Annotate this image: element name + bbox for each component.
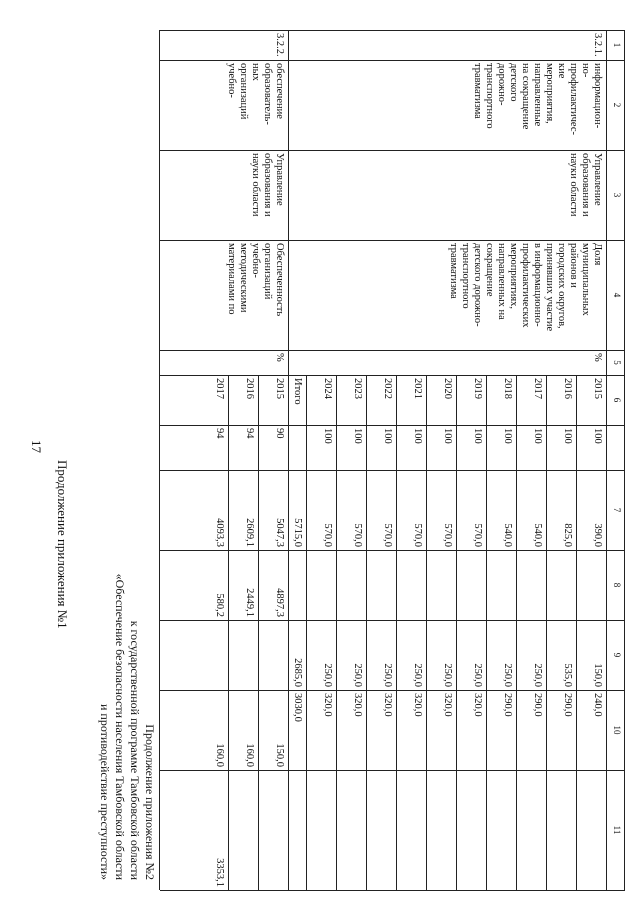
- table-vline: [160, 240, 625, 241]
- table-hline: [486, 375, 487, 890]
- column-number: 9: [612, 652, 622, 658]
- target-cell: 100: [382, 428, 393, 444]
- value-cell: 250,0: [322, 663, 333, 687]
- table-vline: [160, 375, 625, 376]
- value-cell: 570,0: [382, 523, 393, 547]
- column-number: 7: [612, 507, 622, 513]
- executor: Управление образования и науки области: [568, 153, 603, 217]
- table-hline: [228, 375, 229, 890]
- value-cell: 320,0: [472, 693, 483, 717]
- column-number: 1: [612, 42, 622, 48]
- year-cell: 2023: [352, 378, 363, 399]
- total-value: 3030,0: [292, 693, 303, 722]
- appendix-1-continuation: Продолжение приложения №1: [55, 460, 70, 629]
- measure-name: обеспечение образователь- ных организаций учебно-: [226, 63, 285, 125]
- value-cell: 825,0: [562, 523, 573, 547]
- value-cell: 250,0: [352, 663, 363, 687]
- value-cell: 320,0: [352, 693, 363, 717]
- table-hline: [576, 375, 577, 890]
- target-cell: 100: [442, 428, 453, 444]
- value-cell: 2449,1: [244, 588, 255, 617]
- value-cell: 320,0: [322, 693, 333, 717]
- table-hline: [288, 30, 289, 890]
- value-cell: 290,0: [562, 693, 573, 717]
- table-hline: [606, 375, 607, 890]
- value-cell: 320,0: [442, 693, 453, 717]
- indicator: Доля муниципальных районов и городских округов, принявших участие в информационно- профилактических мероприятиях, направленных на сокращение детского дорожно- транспортного травматизма: [448, 243, 603, 332]
- column-number: 2: [612, 102, 622, 108]
- table-hline: [159, 30, 160, 890]
- value-cell: 290,0: [502, 693, 513, 717]
- table-hline: [366, 375, 367, 890]
- value-cell: 570,0: [352, 523, 363, 547]
- column-number: 3: [612, 192, 622, 198]
- target-cell: 94: [214, 428, 225, 439]
- year-cell: 2022: [382, 378, 393, 399]
- value-cell: 580,2: [214, 593, 225, 617]
- year-cell: 2016: [244, 378, 255, 399]
- target-cell: 100: [502, 428, 513, 444]
- column-number: 8: [612, 582, 622, 588]
- value-cell: 250,0: [412, 663, 423, 687]
- table-vline: [160, 60, 625, 61]
- value-cell: 570,0: [442, 523, 453, 547]
- year-cell: 2015: [274, 378, 285, 399]
- table-hline: [426, 375, 427, 890]
- table-hline: [336, 375, 337, 890]
- value-cell: 5047,3: [274, 518, 285, 547]
- program-table: [160, 30, 625, 890]
- table-hline: [396, 375, 397, 890]
- value-cell: 535,0: [562, 663, 573, 687]
- value-cell: 240,0: [592, 693, 603, 717]
- value-cell: 250,0: [382, 663, 393, 687]
- target-cell: 90: [274, 428, 285, 439]
- value-cell: 2609,1: [244, 518, 255, 547]
- row-number: 3.2.2.: [274, 33, 285, 57]
- value-cell: 570,0: [412, 523, 423, 547]
- table-hline: [306, 375, 307, 890]
- value-cell: 390,0: [592, 523, 603, 547]
- appendix-2-line: «Обеспечение безопасности населения Тамбовской области: [113, 573, 127, 880]
- unit: %: [592, 353, 603, 362]
- column-number: 6: [612, 397, 622, 403]
- value-cell: 250,0: [442, 663, 453, 687]
- value-cell: 250,0: [502, 663, 513, 687]
- table-vline: [160, 770, 625, 771]
- executor: Управление образования и науки области: [250, 153, 285, 217]
- year-cell: 2016: [562, 378, 573, 399]
- year-cell: 2019: [472, 378, 483, 399]
- page-number: 17: [29, 440, 44, 453]
- appendix-2-line: к государственной программе Тамбовской области: [128, 620, 142, 880]
- target-cell: 100: [472, 428, 483, 444]
- value-cell: 570,0: [322, 523, 333, 547]
- value-cell: 320,0: [412, 693, 423, 717]
- year-cell: 2015: [592, 378, 603, 399]
- target-cell: 100: [412, 428, 423, 444]
- year-cell: 2018: [502, 378, 513, 399]
- unit: %: [274, 353, 285, 362]
- total-value: 2685,0: [292, 658, 303, 687]
- appendix-2-continuation: [97, 380, 157, 880]
- value-cell: 250,0: [472, 663, 483, 687]
- measure-name: информацион- но- профилактичес- кие мероприятия, направленные на сокращение детского дорожно- транспортного травматизма: [472, 63, 603, 135]
- value-cell: 4093,3: [214, 518, 225, 547]
- value-cell: 290,0: [532, 693, 543, 717]
- value-cell: 160,0: [244, 743, 255, 767]
- table-vline: [160, 690, 625, 691]
- appendix-2-line: и противодействие преступности»: [98, 703, 112, 880]
- table-vline: [160, 30, 625, 31]
- table-hline: [624, 30, 625, 890]
- target-cell: 100: [322, 428, 333, 444]
- indicator: Обеспеченность организаций учебно- методическими материалами по: [226, 243, 285, 317]
- table-vline: [160, 150, 625, 151]
- table-vline: [160, 425, 625, 426]
- value-cell: 540,0: [502, 523, 513, 547]
- year-cell: 2021: [412, 378, 423, 399]
- value-cell: 250,0: [532, 663, 543, 687]
- total-value: 5715,0: [292, 518, 303, 547]
- year-cell: 2017: [532, 378, 543, 399]
- year-cell: 2024: [322, 378, 333, 399]
- column-number: 11: [612, 825, 622, 835]
- value-cell: 150,0: [592, 663, 603, 687]
- table-vline: [160, 350, 625, 351]
- column-number: 10: [612, 725, 622, 735]
- value-cell: 4897,3: [274, 588, 285, 617]
- table-hline: [456, 375, 457, 890]
- appendix-2-line: Продолжение приложения №2: [143, 724, 157, 880]
- table-hline: [546, 375, 547, 890]
- target-cell: 100: [352, 428, 363, 444]
- value-cell: 3353,1: [214, 858, 225, 887]
- year-cell: 2017: [214, 378, 225, 399]
- table-hline: [516, 375, 517, 890]
- value-cell: 540,0: [532, 523, 543, 547]
- year-cell: 2020: [442, 378, 453, 399]
- total-label: Итого: [292, 378, 303, 405]
- target-cell: 100: [592, 428, 603, 444]
- value-cell: 150,0: [274, 743, 285, 767]
- table-vline: [160, 550, 625, 551]
- table-vline: [160, 620, 625, 621]
- value-cell: 570,0: [472, 523, 483, 547]
- table-hline: [258, 375, 259, 890]
- target-cell: 100: [562, 428, 573, 444]
- table-vline: [160, 890, 625, 891]
- target-cell: 94: [244, 428, 255, 439]
- value-cell: 320,0: [382, 693, 393, 717]
- column-number: 5: [612, 360, 622, 365]
- target-cell: 100: [532, 428, 543, 444]
- value-cell: 160,0: [214, 743, 225, 767]
- row-number: 3.2.1.: [592, 33, 603, 57]
- column-number: 4: [612, 292, 622, 298]
- table-vline: [160, 470, 625, 471]
